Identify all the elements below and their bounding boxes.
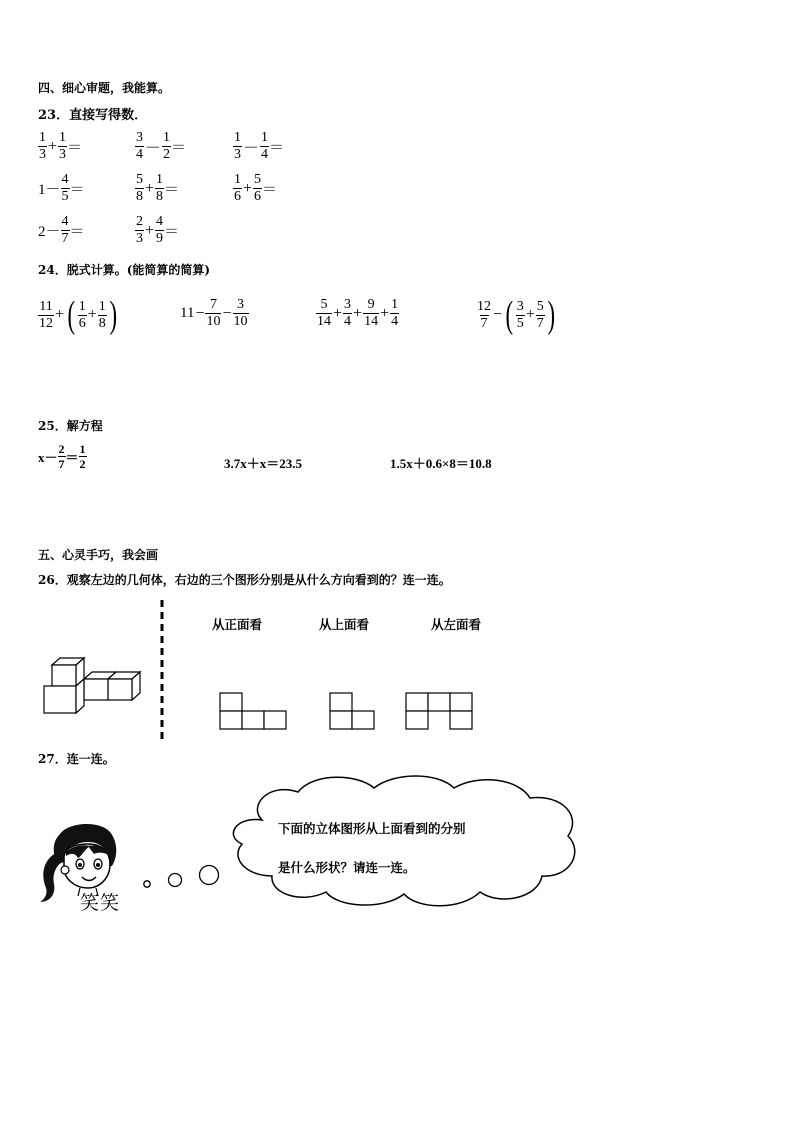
q23-item: $\frac{1}{3}$ － $\frac{1}{4}$ ＝ [234,130,285,162]
q25-equation-2: 3.7x＋x＝23.5 [224,456,303,471]
question-23-title: 23．直接写得数． [38,108,148,123]
q23-item: $\frac{1}{3}$ + $\frac{1}{3}$ ＝ [39,130,83,162]
fraction: $\frac{1}{3}$ [234,130,241,162]
bubble-text-line-1: 下面的立体图形从上面看到的分别 [278,821,466,836]
q23-item: $\frac{5}{8}$ + $\frac{1}{8}$ ＝ [136,172,180,204]
section-four-heading: 四、细心审题，我能算。 [38,81,171,95]
fraction: $\frac{4}{9}$ [156,214,164,246]
q24-expression-1: $\frac{11}{12}$ + ( $\frac{1}{6}$ + $\frac{1}{8}$ ) [39,294,117,336]
fraction: $\frac{1}{3}$ [59,130,67,162]
view-shape-c [405,692,475,732]
question-27-title: 27．连一连。 [38,752,115,766]
fraction: $\frac{3}{4}$ [136,130,143,162]
q23-item: $\frac{2}{3}$ + $\frac{4}{9}$ ＝ [136,214,180,246]
q24-expression-4: $\frac{12}{7}$ − ( $\frac{3}{5}$ + $\frac{5}{7}$ ) [477,294,555,336]
question-25-title: 25．解方程 [38,419,103,433]
fraction: $\frac{4}{5}$ [61,172,69,204]
left-view-label: 从左面看 [431,617,482,632]
fraction: $\frac{11}{12}$ [39,298,53,331]
fraction: $\frac{5}{8}$ [136,172,143,204]
fraction: $\frac{2}{3}$ [136,214,143,246]
section-five-heading: 五、心灵手巧，我会画 [38,548,159,562]
stacked-cubes-solid-figure [40,655,142,717]
q25-equation-3: 1.5x＋0.6×8＝10.8 [390,456,492,471]
view-shape-b [329,692,377,732]
fraction: $\frac{1}{4}$ [261,130,269,162]
q23-item: 2－ $\frac{4}{7}$ ＝ [38,214,85,246]
fraction: $\frac{5}{6}$ [254,172,262,204]
bubble-text-line-2: 是什么形状？请连一连。 [278,860,416,875]
question-26-title: 26．观察左边的几何体，右边的三个图形分别是从什么方向看到的？连一连。 [38,573,451,587]
q23-item: $\frac{3}{4}$ － $\frac{1}{2}$ ＝ [136,130,187,162]
fraction: $\frac{4}{7}$ [61,214,69,246]
cloud-speech-bubble [218,770,586,912]
view-shape-a [219,692,289,732]
q23-item: $\frac{1}{6}$ + $\frac{5}{6}$ ＝ [234,172,278,204]
character-name-label: 笑笑 [80,892,121,914]
front-view-label: 从正面看 [212,617,263,632]
top-view-label: 从上面看 [319,617,370,632]
fraction: $\frac{1}{6}$ [234,172,241,204]
thought-dots [138,860,222,892]
fraction: $\frac{1}{3}$ [39,130,46,162]
dashed-divider [159,600,165,742]
q25-equation-1: x－ $\frac{2}{7}$ ＝ $\frac{1}{2}$ [38,442,86,471]
fraction: $\frac{1}{8}$ [156,172,164,204]
question-24-title: 24．脱式计算。(能简算的简算) [38,263,211,277]
q23-item: 1－ $\frac{4}{5}$ ＝ [38,172,85,204]
q24-expression-2: 11 − $\frac{7}{10}$ − $\frac{3}{10}$ [180,297,248,329]
fraction: $\frac{1}{2}$ [163,130,171,162]
q24-expression-3: $\frac{5}{14}$ + $\frac{3}{4}$ + $\frac{9}{14}$ + $\frac{1}{4}$ [317,297,399,329]
